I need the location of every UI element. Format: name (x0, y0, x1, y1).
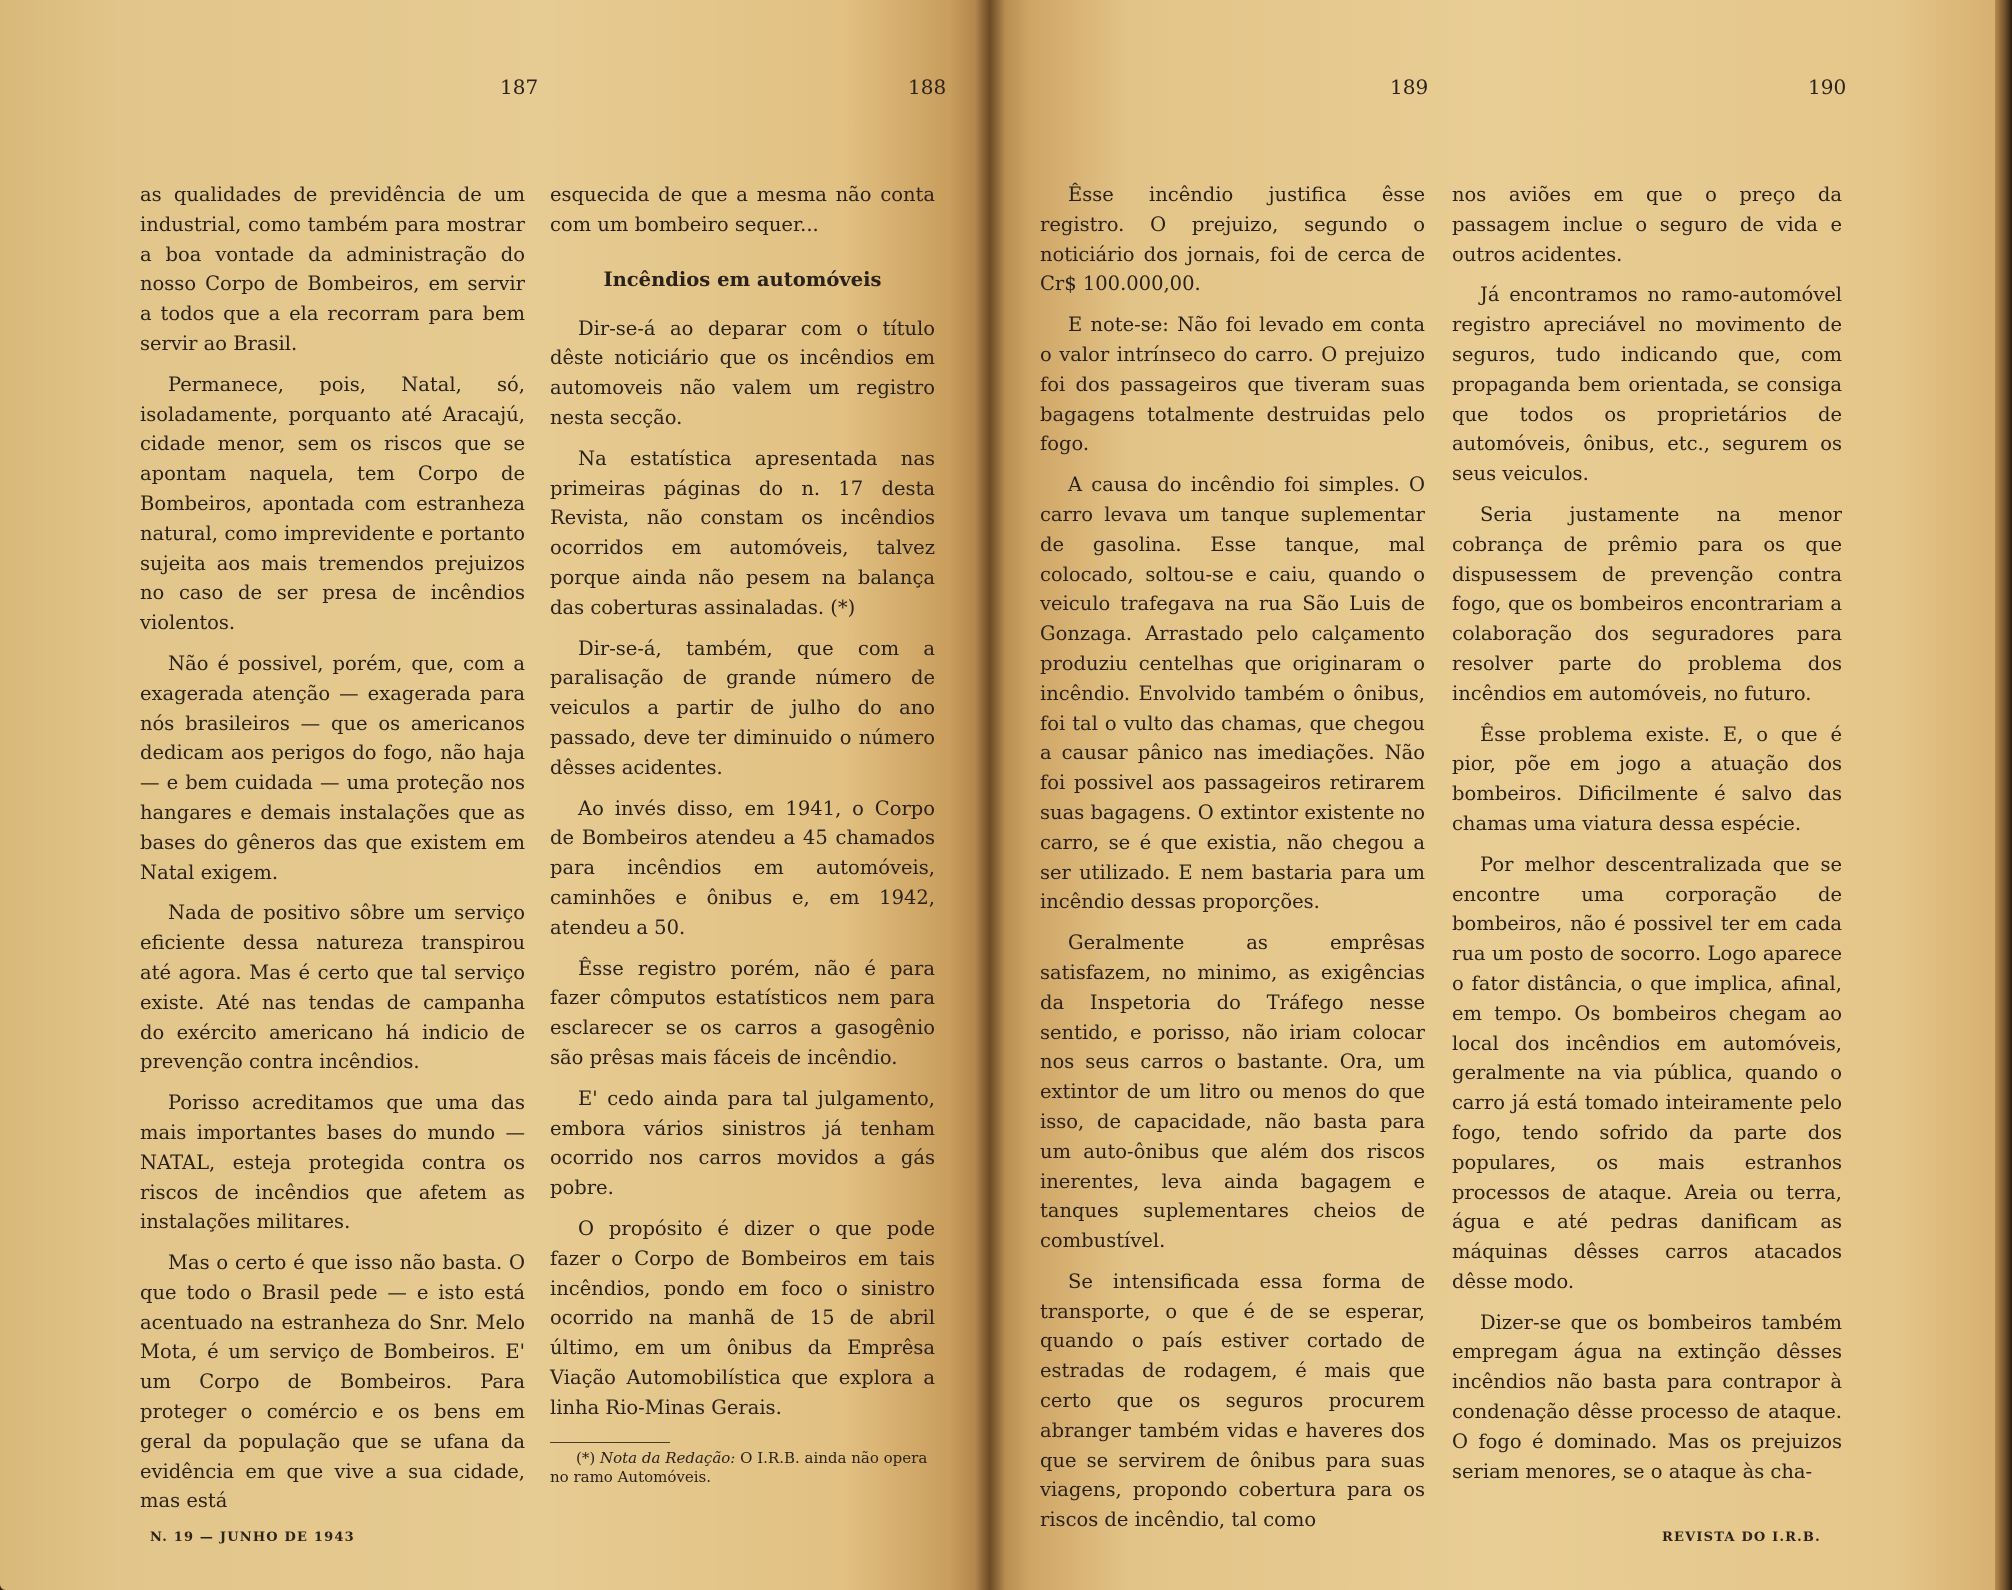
column-page-187 (140, 180, 525, 1527)
column-page-188 (550, 180, 935, 1487)
paragraph: Êsse incêndio justifica êsse registro. O prejuizo, segundo o noticiário dos jornais, foi de cerca de Cr$ 100.000,00. (1040, 183, 1425, 296)
footer-issue: N. 19 — JUNHO DE 1943 (150, 1530, 355, 1545)
paragraph: Não é possivel, porém, que, com a exagerada atenção — exagerada para nós brasileiros — que os americanos dedicam aos perigos do fogo, não haja — e bem cuidada — uma proteção nos hangares e demais instalações que as bases do gêneros das que existem em Natal exigem. (140, 651, 525, 884)
paragraph: Por melhor descentralizada que se encontre uma corporação de bombeiros, não é possivel ter em cada rua um posto de socorro. Logo aparece o fator distância, o que implica, afinal, em tempo. Os bombeiros chegam ao local dos incêndios em automóveis, geralmente na via pública, quando o carro já está tomado inteiramente pelo fogo, tendo sofrido da parte dos populares, os mais estranhos processos de ataque. Areia ou terra, água e até pedras danificam as máquinas dêsses carros atacados dêsse modo. (1452, 852, 1842, 1293)
paragraph: Se intensificada essa forma de transporte, o que é de se esperar, quando o país estiver cortado de estradas de rodagem, é mais que certo que os seguros procurem abranger também vidas e haveres dos que se servirem de ônibus para suas viagens, propondo cobertura para os riscos de incêndio, tal como (1040, 1269, 1425, 1532)
paragraph: E' cedo ainda para tal julgamento, embora vários sinistros já tenham ocorrido nos carros movidos a gás pobre. (550, 1086, 935, 1200)
paragraph: Na estatística apresentada nas primeiras páginas do n. 17 desta Revista, não constam os incêndios ocorridos em automóveis, talvez porque ainda não pesem na balança das coberturas assinaladas. (*) (550, 446, 935, 619)
paragraph: Já encontramos no ramo-automóvel registro apreciável no movimento de seguros, tudo indicando que, com propaganda bem orientada, se consiga que todos os proprietários de automóveis, ônibus, etc., segurem os seus veiculos. (1452, 283, 1842, 486)
page-number-190: 190 (1808, 75, 1847, 99)
section-heading: Incêndios em automóveis (603, 267, 882, 291)
paragraph: Êsse problema existe. E, o que é pior, põe em jogo a atuação dos bombeiros. Dificilmente é salvo das chamas uma viatura dessa espécie. (1452, 722, 1842, 835)
paragraph: Ao invés disso, em 1941, o Corpo de Bombeiros atendeu a 45 chamados para incêndios em automóveis, caminhões e ônibus e, em 1942, atendeu a 50. (550, 796, 935, 939)
column-page-189 (1040, 180, 1425, 1546)
footnote-label: Nota da Redação: (600, 1449, 736, 1468)
page-edge (1995, 0, 2012, 1590)
footnote-text: O I.R.B. ainda não opera no ramo Automóveis. (550, 1449, 928, 1487)
paragraph: Dizer-se que os bombeiros também empregam água na extinção dêsses incêndios não basta para contrapor à condenação dêsse processo de ataque. O fogo é dominado. Mas os prejuizos seriam menores, se o ataque às cha- (1452, 1310, 1842, 1483)
paragraph: Êsse registro porém, não é para fazer cômputos estatísticos nem para esclarecer se os carros a gasogênio são prêsas mais fáceis de incêndio. (550, 956, 935, 1069)
paragraph: O propósito é dizer o que pode fazer o Corpo de Bombeiros em tais incêndios, pondo em foco o sinistro ocorrido na manhã de 15 de abril último, em um ônibus da Emprêsa Viação Automobilística que explora a linha Rio-Minas Gerais. (550, 1216, 935, 1419)
paragraph: Porisso acreditamos que uma das mais importantes bases do mundo — NATAL, esteja protegida contra os riscos de incêndios que afetem as instalações militares. (140, 1091, 525, 1234)
book-gutter (975, 0, 1005, 1590)
footer-publication: REVISTA DO I.R.B. (1662, 1530, 1821, 1545)
paragraph: as qualidades de previdência de um industrial, como também para mostrar a boa vontade da administração do nosso Corpo de Bombeiros, em servir a todos que a ela recorram para bem servir ao Brasil. (140, 183, 525, 355)
paragraph: Dir-se-á, também, que com a paralisação de grande número de veiculos a partir de julho do ano passado, deve ter diminuido o número dêsses acidentes. (550, 636, 935, 779)
paragraph: A causa do incêndio foi simples. O carro levava um tanque suplementar de gasolina. Esse tanque, mal colocado, soltou-se e caiu, quando o veiculo trafegava na rua São Luis de Gonzaga. Arrastado pelo calçamento produziu centelhas que originaram o incêndio. Envolvido também o ônibus, foi tal o vulto das chamas, que chegou a causar pânico nas imediações. Não foi possivel aos passageiros retirarem suas bagagens. O extintor existente no carro, se é que existia, não chegou a ser utilizado. E nem bastaria para um incêndio dessas proporções. (1040, 473, 1425, 914)
paragraph: Nada de positivo sôbre um serviço eficiente dessa natureza transpirou até agora. Mas é certo que tal serviço existe. Até nas tendas de campanha do exército americano há indicio de prevenção contra incêndios. (140, 901, 525, 1074)
footnote (550, 1449, 935, 1487)
paragraph: Geralmente as emprêsas satisfazem, no minimo, as exigências da Inspetoria do Tráfego nesse sentido, e porisso, não iriam colocar nos seus carros o bastante. Ora, um extintor de um litro ou menos do que isso, de capacidade, não basta para um auto-ônibus que além dos riscos inerentes, leva ainda bagagem e tanques suplementares cheios de combustível. (1040, 931, 1425, 1253)
paragraph: Dir-se-á ao deparar com o título dêste noticiário que os incêndios em automoveis não valem um registro nesta secção. (550, 316, 935, 429)
paragraph: esquecida de que a mesma não conta com um bombeiro sequer... (550, 183, 935, 236)
paragraph: Permanece, pois, Natal, só, isoladamente, porquanto até Aracajú, cidade menor, sem os riscos que se apontam naquela, tem Corpo de Bombeiros, apontada com estranheza natural, como imprevidente e portanto sujeita aos mais tremendos prejuizos no caso de ser presa de incêndios violentos. (140, 372, 525, 635)
paragraph: nos aviões em que o preço da passagem inclue o seguro de vida e outros acidentes. (1452, 183, 1842, 266)
footnote-rule (550, 1442, 670, 1443)
page-number-187: 187 (500, 75, 539, 99)
page-number-189: 189 (1390, 75, 1429, 99)
footnote-mark: (*) (576, 1449, 596, 1468)
paragraph: Mas o certo é que isso não basta. O que todo o Brasil pede — e isto está acentuado na estranheza do Snr. Melo Mota, é um serviço de Bombeiros. E' um Corpo de Bombeiros. Para proteger o comércio e os bens em geral da população que se ufana da evidência em que vive a sua cidade, mas está (140, 1251, 525, 1513)
page-number-188: 188 (908, 75, 947, 99)
paragraph: Seria justamente na menor cobrança de prêmio para os que dispusessem de prevenção contra fogo, que os bombeiros encontrariam a colaboração dos seguradores para resolver parte do problema dos incêndios em automóveis, no futuro. (1452, 502, 1842, 705)
column-page-190 (1452, 180, 1842, 1497)
paragraph: E note-se: Não foi levado em conta o valor intrínseco do carro. O prejuizo foi dos passageiros que tiveram suas bagagens totalmente destruidas pelo fogo. (1040, 313, 1425, 456)
